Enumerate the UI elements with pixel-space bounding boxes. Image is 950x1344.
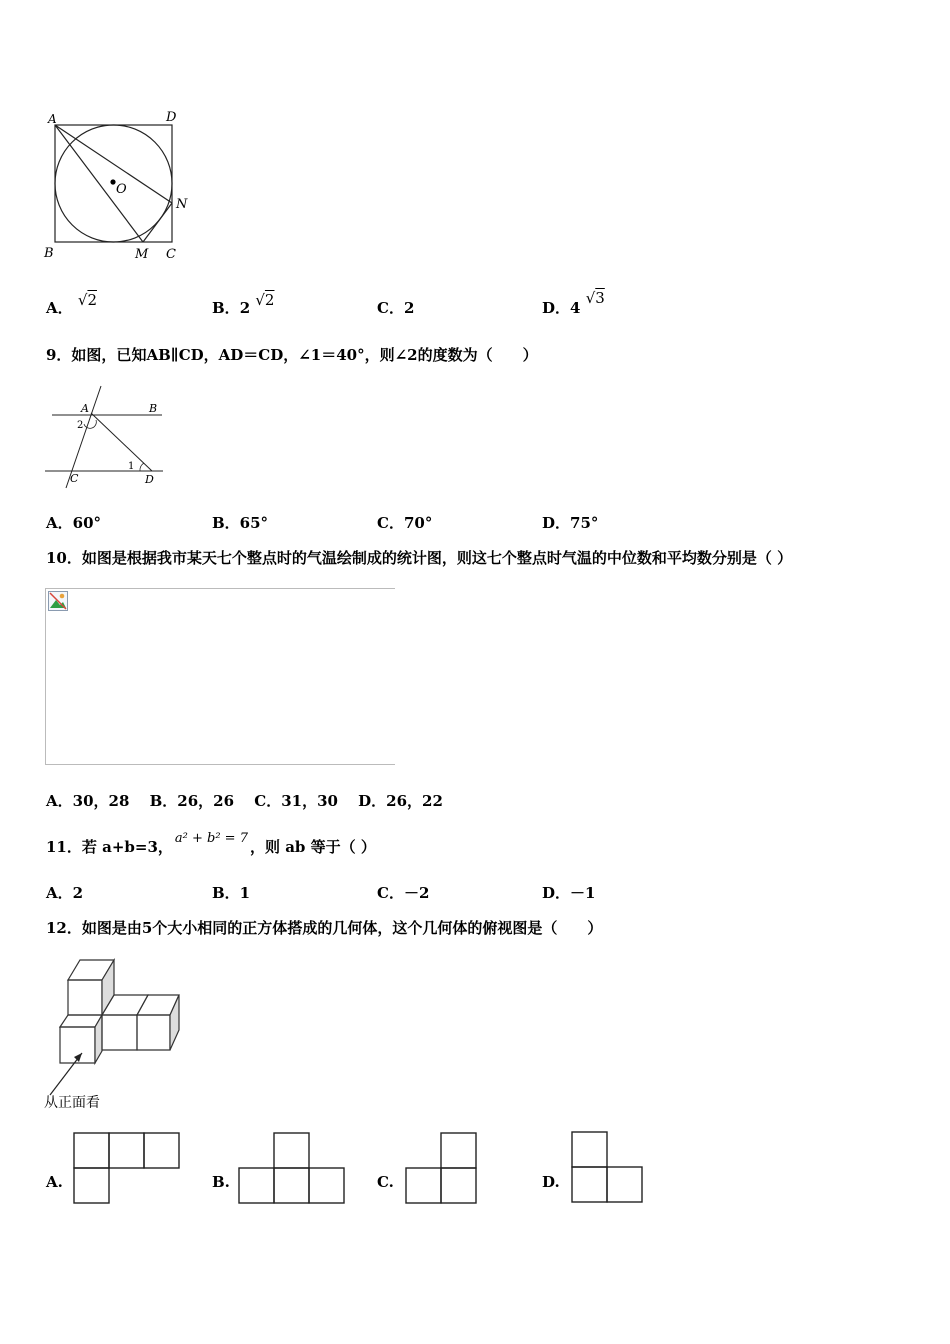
cube-right-front: [137, 1015, 170, 1050]
q12-question-text: 12．如图是由5个大小相同的正方体搭成的几何体，这个几何体的俯视图是（ ）: [46, 919, 603, 937]
sqrt-symbol: √: [77, 291, 88, 309]
q8-center-dot: [110, 179, 115, 184]
q9-figure: [40, 380, 175, 495]
q12-view-label: 从正面看: [44, 1095, 100, 1111]
q9-line-AD: [91, 413, 152, 471]
q12-option-c-letter[interactable]: C.: [377, 1173, 394, 1191]
q12-option-a-grid[interactable]: [72, 1131, 184, 1207]
q12-cube-figure: [42, 955, 187, 1115]
broken-image-icon: [48, 591, 68, 611]
q12-option-d-letter[interactable]: D.: [542, 1173, 560, 1191]
q8-label-B: B: [44, 246, 54, 261]
cube-front-side: [95, 1015, 102, 1063]
q9-option-a[interactable]: A．60°: [46, 514, 102, 532]
q8-option-a[interactable]: A． √2: [46, 291, 97, 317]
q8-option-d[interactable]: D．4 √3: [542, 289, 605, 317]
q8-label-O: O: [116, 182, 127, 197]
q11-option-b[interactable]: B．1: [212, 884, 251, 902]
q12-option-d-grid[interactable]: [570, 1130, 650, 1208]
q12-option-b-grid[interactable]: [237, 1131, 349, 1207]
cube-top-front: [68, 980, 102, 1015]
q9-label-D: D: [145, 473, 154, 486]
sqrt-symbol: √: [585, 289, 596, 307]
q9-angle-1-arc: [140, 463, 144, 471]
q9-question-text: 9．如图，已知AB∥CD，AD＝CD，∠1＝40°，则∠2的度数为（ ）: [46, 346, 538, 364]
q9-option-c[interactable]: C．70°: [377, 514, 433, 532]
q8-line-AM: [55, 125, 143, 242]
q9-option-b[interactable]: B．65°: [212, 514, 269, 532]
q8-label-C: C: [166, 247, 176, 262]
q8-label-M: M: [135, 247, 149, 262]
q11-option-a[interactable]: A．2: [46, 884, 84, 902]
cube-right-side: [170, 995, 179, 1050]
q8-option-c[interactable]: C．2: [377, 299, 415, 317]
q9-label-angle2: 2: [77, 420, 84, 431]
q8-figure: [40, 105, 200, 265]
q12-option-c-grid[interactable]: [404, 1131, 482, 1207]
q8-line-AN: [55, 125, 172, 203]
view-arrowhead: [74, 1053, 82, 1062]
q10-options[interactable]: A．30，28 B．26，26 C．31，30 D．26，22: [46, 792, 443, 810]
q8-label-N: N: [176, 197, 188, 212]
q10-broken-image: [45, 588, 395, 765]
q11-formula: a² + b² = 7: [174, 831, 248, 846]
q9-label-angle1: 1: [128, 461, 135, 472]
cube-mid-front: [102, 1015, 137, 1050]
q9-label-A: A: [81, 402, 89, 415]
q8-label-D: D: [166, 110, 177, 125]
q11-option-c[interactable]: C．－2: [377, 884, 430, 902]
q9-label-B: B: [149, 402, 158, 415]
q8-option-b[interactable]: B．2 √2: [212, 291, 275, 317]
q9-option-d[interactable]: D．75°: [542, 514, 599, 532]
q11-option-d[interactable]: D．－1: [542, 884, 596, 902]
q9-label-C: C: [70, 472, 79, 485]
q11-question: 11．若 a+b=3， a² + b² = 7 ，则 ab 等于（ ）: [46, 831, 376, 856]
q12-option-b-letter[interactable]: B.: [212, 1173, 230, 1191]
sqrt-symbol: √: [255, 291, 265, 309]
q8-line-MN: [143, 203, 172, 242]
q12-option-a-letter[interactable]: A.: [46, 1173, 63, 1191]
cube-top-side: [102, 960, 114, 1015]
q8-label-A: A: [48, 112, 57, 126]
q9-angle-2-arc: [84, 420, 96, 428]
q10-question-text: 10．如图是根据我市某天七个整点时的气温绘制成的统计图，则这七个整点时气温的中位数和平均数分别是（ ）: [46, 549, 793, 567]
